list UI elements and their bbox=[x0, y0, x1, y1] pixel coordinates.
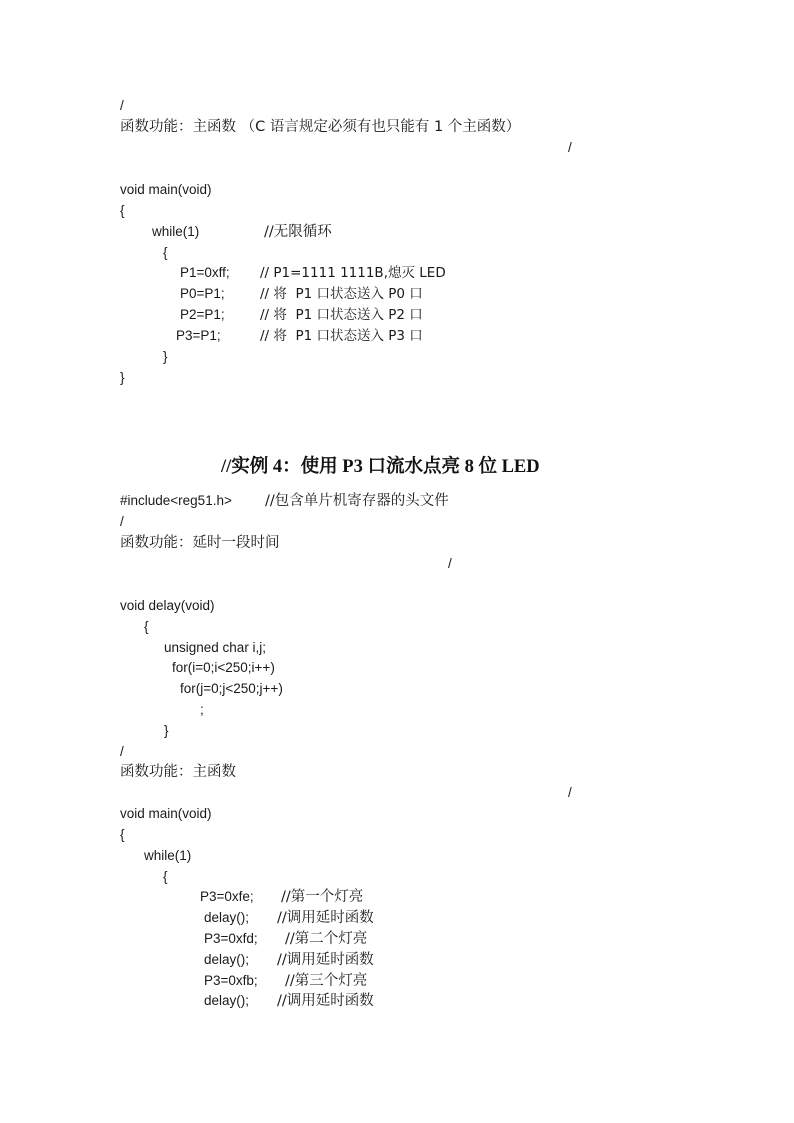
code-comment: //第一个灯亮 bbox=[281, 889, 364, 905]
code-line: P2=P1; bbox=[180, 307, 225, 322]
code-line: P0=P1; bbox=[180, 286, 225, 301]
while-statement: while(1) bbox=[144, 848, 192, 863]
code-comment: // 将 P1 口状态送入 P0 口 bbox=[260, 286, 423, 302]
code-comment: //调用延时函数 bbox=[277, 952, 374, 968]
while-statement: while(1) bbox=[152, 224, 200, 239]
code-line: P3=0xfe; bbox=[200, 889, 254, 904]
code-line: delay(); bbox=[204, 952, 250, 967]
main-signature: void main(void) bbox=[120, 182, 212, 197]
comment-close: / bbox=[448, 556, 452, 571]
main-description: 函数功能：主函数 bbox=[120, 764, 236, 780]
inner-brace-close: } bbox=[163, 349, 168, 364]
code-comment: // P1=1111 1111B,熄灭 LED bbox=[260, 265, 446, 281]
code-line: P3=0xfb; bbox=[204, 973, 258, 988]
code-comment: // 将 P1 口状态送入 P3 口 bbox=[260, 328, 423, 344]
code-comment: //调用延时函数 bbox=[277, 993, 374, 1009]
main-signature: void main(void) bbox=[120, 806, 212, 821]
delay-brace-close: } bbox=[164, 723, 169, 738]
for-loop-outer: for(i=0;i<250;i++) bbox=[172, 660, 275, 675]
code-line: delay(); bbox=[204, 993, 250, 1008]
delay-description: 函数功能：延时一段时间 bbox=[120, 535, 280, 551]
code-comment: // 将 P1 口状态送入 P2 口 bbox=[260, 307, 423, 323]
code-line: P3=P1; bbox=[176, 328, 221, 343]
example-title: //实例 4：使用 P3 口流水点亮 8 位 LED bbox=[221, 457, 540, 477]
function-description: 函数功能：主函数 （C 语言规定必须有也只能有 1 个主函数） bbox=[120, 119, 521, 135]
for-loop-inner: for(j=0;j<250;j++) bbox=[180, 681, 283, 696]
code-line: P3=0xfd; bbox=[204, 931, 258, 946]
inner-brace-open: { bbox=[163, 869, 168, 884]
include-directive: #include<reg51.h> bbox=[120, 493, 232, 508]
variable-declaration: unsigned char i,j; bbox=[164, 640, 267, 655]
code-comment: //第三个灯亮 bbox=[285, 973, 368, 989]
delay-signature: void delay(void) bbox=[120, 598, 215, 613]
code-line: delay(); bbox=[204, 910, 250, 925]
comment-open: / bbox=[120, 98, 124, 113]
while-comment: //无限循环 bbox=[264, 224, 332, 240]
main-brace-open: { bbox=[120, 827, 125, 842]
delay-brace-open: { bbox=[144, 619, 149, 634]
comment-close: / bbox=[568, 785, 572, 800]
comment-close: / bbox=[568, 140, 572, 155]
inner-brace-open: { bbox=[163, 245, 168, 260]
brace-open: { bbox=[120, 203, 125, 218]
include-comment: //包含单片机寄存器的头文件 bbox=[265, 493, 449, 509]
code-line: P1=0xff; bbox=[180, 265, 230, 280]
comment-open: / bbox=[120, 744, 124, 759]
code-comment: //调用延时函数 bbox=[277, 910, 374, 926]
comment-open: / bbox=[120, 514, 124, 529]
empty-statement: ; bbox=[200, 702, 204, 717]
brace-close: } bbox=[120, 370, 125, 385]
code-comment: //第二个灯亮 bbox=[285, 931, 368, 947]
